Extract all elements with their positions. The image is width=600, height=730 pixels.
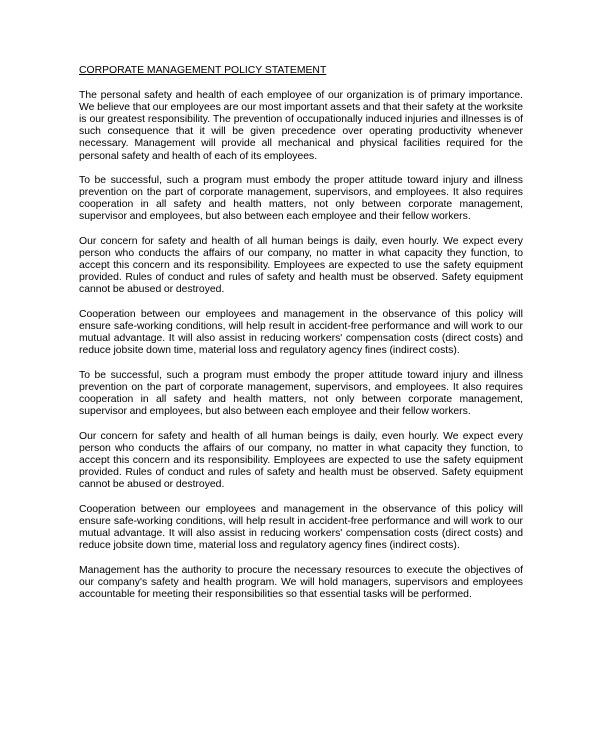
policy-paragraph-5: To be successful, such a program must embody the proper attitude toward injury and illness prevention on the part of corporate management, supervisors, and employees. It also requires cooperation in all safety and health matters, not only between corporate management, supervisor and employees, but also between each employee and their fellow workers.	[79, 369, 523, 418]
policy-paragraph-4: Cooperation between our employees and management in the observance of this policy will ensure safe-working conditions, will help result in accident-free performance and will work to our mutual advantage. It will also assist in reducing workers' compensation costs (direct costs) and reduce jobsite down time, material loss and regulatory agency fines (indirect costs).	[79, 309, 523, 357]
policy-paragraph-3: Our concern for safety and health of all human beings is daily, even hourly. We expect every person who conducts the affairs of our company, no matter in what capacity they function, to accept this concern and its responsibility. Employees are expected to use the safety equipment provided. Rules of conduct and rules of safety and health must be observed. Safety equipment cannot be abused or destroyed.	[79, 236, 523, 296]
document-body	[79, 65, 523, 613]
policy-paragraph-8: Management has the authority to procure the necessary resources to execute the objectives of our company's safety and health program. We will hold managers, supervisors and employees accountable for meeting their responsibilities so that essential tasks will be performed.	[79, 564, 523, 600]
policy-paragraph-7: Cooperation between our employees and management in the observance of this policy will ensure safe-working conditions, will help result in accident-free performance and will work to our mutual advantage. It will also assist in reducing workers' compensation costs (direct costs) and reduce jobsite down time, material loss and regulatory agency fines (indirect costs).	[79, 503, 523, 551]
policy-paragraph-2: To be successful, such a program must embody the proper attitude toward injury and illness prevention on the part of corporate management, supervisors, and employees. It also requires cooperation in all safety and health matters, not only between corporate management, supervisor and employees, but also between each employee and their fellow workers.	[79, 175, 523, 223]
policy-paragraph-1: The personal safety and health of each employee of our organization is of primary importance. We believe that our employees are our most important assets and that their safety at the worksite is our greatest responsibility. The prevention of occupationally induced injuries and illnesses is of such consequence that it will be given precedence over operating productivity whenever necessary. Management will provide all mechanical and physical facilities required for the personal safety and health of each of its employees.	[79, 90, 523, 162]
document-title: CORPORATE MANAGEMENT POLICY STATEMENT	[79, 65, 327, 76]
policy-paragraph-6: Our concern for safety and health of all human beings is daily, even hourly. We expect every person who conducts the affairs of our company, no matter in what capacity they function, to accept this concern and its responsibility. Employees are expected to use the safety equipment provided. Rules of conduct and rules of safety and health must be observed. Safety equipment cannot be abused or destroyed.	[79, 430, 523, 491]
